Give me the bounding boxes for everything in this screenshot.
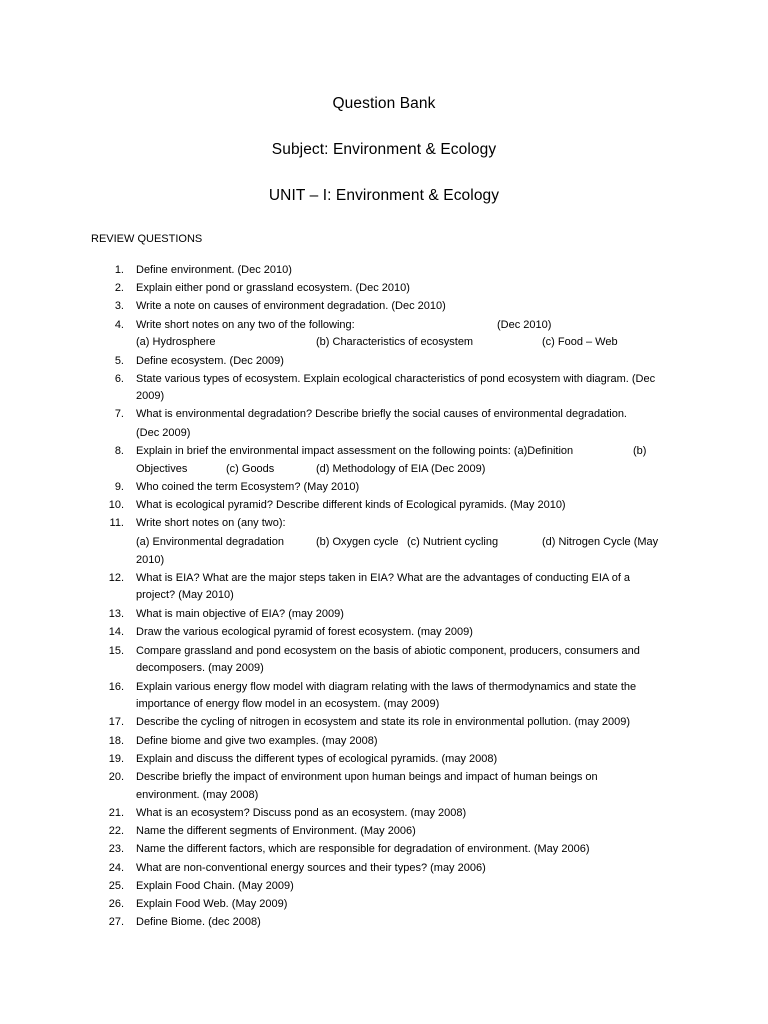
question-number: 9. xyxy=(114,481,124,493)
question-text-continued: 2010) xyxy=(136,554,165,566)
question-text-continued: decomposers. (may 2009) xyxy=(136,662,264,674)
question-text: What is environmental degradation? Describe briefly the social causes of environmental degradation. xyxy=(136,408,627,420)
question-text: Name the different factors, which are responsible for degradation of environment. (May 2006) xyxy=(136,843,590,855)
question-number: 25. xyxy=(108,880,124,892)
question-text: Explain Food Web. (May 2009) xyxy=(136,898,288,910)
question-number: 22. xyxy=(108,825,124,837)
question-number: 2. xyxy=(114,282,124,294)
question-number: 5. xyxy=(114,355,124,367)
question-text: Define environment. (Dec 2010) xyxy=(136,264,292,276)
option-d: (d) Methodology of EIA (Dec 2009) xyxy=(316,463,486,475)
question-text: Write short notes on any two of the following: xyxy=(136,319,355,331)
question-number: 7. xyxy=(114,408,124,420)
question-text: What are non-conventional energy sources and their types? (may 2006) xyxy=(136,862,486,874)
question-number: 15. xyxy=(108,645,124,657)
question-text: Write short notes on (any two): xyxy=(136,517,286,529)
question-number: 18. xyxy=(108,735,124,747)
option-d: (d) Nitrogen Cycle (May xyxy=(542,536,659,548)
question-number: 13. xyxy=(108,608,124,620)
question-text: What is ecological pyramid? Describe different kinds of Ecological pyramids. (May 2010) xyxy=(136,499,566,511)
option-c: (c) Food – Web xyxy=(542,336,618,348)
question-number: 27. xyxy=(108,916,124,928)
question-text-continued: importance of energy flow model in an ecosystem. (may 2009) xyxy=(136,698,440,710)
option-c: (c) Goods xyxy=(226,463,275,475)
option-b: (b) Oxygen cycle xyxy=(316,536,399,548)
option-a: (a) Environmental degradation xyxy=(136,536,284,548)
subject-heading: Subject: Environment & Ecology xyxy=(271,141,497,158)
question-text-continued: project? (May 2010) xyxy=(136,589,234,601)
question-text-continued: (Dec 2009) xyxy=(136,427,191,439)
question-text: Draw the various ecological pyramid of forest ecosystem. (may 2009) xyxy=(136,626,473,638)
option-b: (b) Characteristics of ecosystem xyxy=(316,336,474,348)
question-date: (Dec 2010) xyxy=(497,319,552,331)
question-text: Describe the cycling of nitrogen in ecosystem and state its role in environmental pollution. (may 2009) xyxy=(136,716,631,728)
question-text: Explain Food Chain. (May 2009) xyxy=(136,880,294,892)
question-number: 12. xyxy=(108,572,124,584)
question-number: 21. xyxy=(108,807,124,819)
question-number: 3. xyxy=(114,300,124,312)
question-text: Define biome and give two examples. (may 2008) xyxy=(136,735,378,747)
section-label: REVIEW QUESTIONS xyxy=(91,233,203,245)
question-number: 14. xyxy=(108,626,124,638)
question-text: Compare grassland and pond ecosystem on the basis of abiotic component, producers, consumers and xyxy=(136,645,640,657)
question-number: 1. xyxy=(114,264,124,276)
question-number: 16. xyxy=(108,681,124,693)
question-number: 6. xyxy=(114,373,124,385)
question-number: 23. xyxy=(108,843,124,855)
question-number: 8. xyxy=(114,445,124,457)
question-text: Name the different segments of Environment. (May 2006) xyxy=(136,825,416,837)
option-a: (a) Hydrosphere xyxy=(136,336,216,348)
question-text: What is EIA? What are the major steps taken in EIA? What are the advantages of conducting EIA of a xyxy=(136,572,631,584)
question-number: 17. xyxy=(108,716,124,728)
question-text: Describe briefly the impact of environment upon human beings and impact of human beings on xyxy=(136,771,598,783)
question-number: 11. xyxy=(109,517,124,529)
question-number: 19. xyxy=(108,753,124,765)
question-number: 20. xyxy=(108,771,124,783)
page-title: Question Bank xyxy=(332,95,436,112)
option-b-label: (b) xyxy=(633,445,647,457)
question-text: State various types of ecosystem. Explain ecological characteristics of pond ecosystem with diagram. (Dec xyxy=(136,373,656,385)
question-text: Explain in brief the environmental impact assessment on the following points: (a)Definition xyxy=(136,445,574,457)
question-text-continued: 2009) xyxy=(136,390,165,402)
question-text: Explain either pond or grassland ecosystem. (Dec 2010) xyxy=(136,282,410,294)
question-number: 24. xyxy=(108,862,124,874)
question-text: Define Biome. (dec 2008) xyxy=(136,916,261,928)
option-objectives: Objectives xyxy=(136,463,188,475)
question-text: Define ecosystem. (Dec 2009) xyxy=(136,355,284,367)
question-text: What is main objective of EIA? (may 2009) xyxy=(136,608,344,620)
question-text: Explain various energy flow model with diagram relating with the laws of thermodynamics and state the xyxy=(136,681,637,693)
question-text: What is an ecosystem? Discuss pond as an ecosystem. (may 2008) xyxy=(136,807,467,819)
question-number: 10. xyxy=(108,499,124,511)
question-number: 4. xyxy=(114,319,124,331)
question-text: Explain and discuss the different types of ecological pyramids. (may 2008) xyxy=(136,753,498,765)
unit-heading: UNIT – I: Environment & Ecology xyxy=(268,187,500,204)
question-text-continued: environment. (may 2008) xyxy=(136,789,259,801)
question-text: Write a note on causes of environment degradation. (Dec 2010) xyxy=(136,300,446,312)
question-text: Who coined the term Ecosystem? (May 2010) xyxy=(136,481,360,493)
option-c: (c) Nutrient cycling xyxy=(407,536,499,548)
question-number: 26. xyxy=(108,898,124,910)
